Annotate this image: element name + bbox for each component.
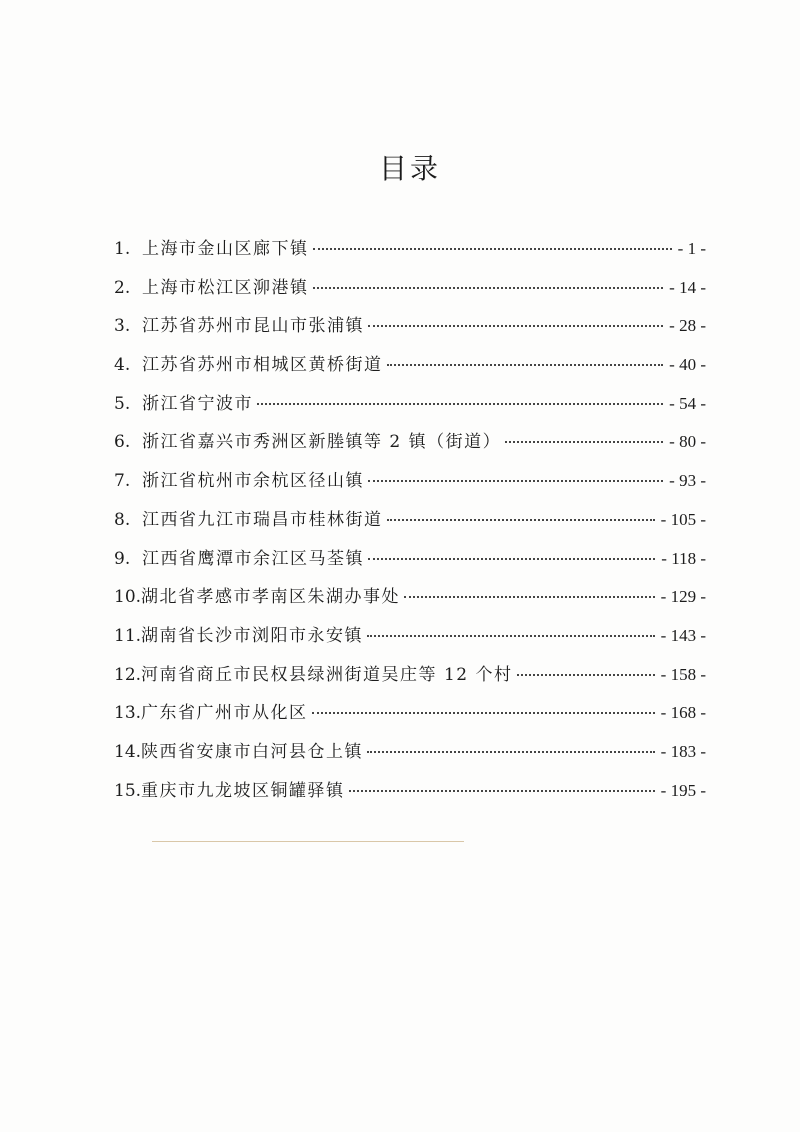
dot-leader [368,558,655,560]
entry-title: 重庆市九龙坡区铜罐驿镇 [141,780,345,801]
dot-leader [368,480,663,482]
toc-entry[interactable] [114,698,706,737]
entry-page-number: - 54 - [669,393,706,413]
entry-number: 10. [114,587,142,608]
toc-entry[interactable] [114,466,706,505]
entry-title: 陕西省安康市白河县仓上镇 [141,741,364,762]
entry-title: 江苏省苏州市昆山市张浦镇 [142,316,364,337]
entry-page-number: - 28 - [669,316,706,336]
entry-page-number: - 158 - [660,664,706,684]
entry-title: 浙江省嘉兴市秀洲区新塍镇等 2 镇（街道） [142,432,502,453]
dot-leader [404,596,655,598]
toc-entry[interactable] [114,505,706,544]
dot-leader [367,751,655,753]
toc-entry[interactable] [114,776,706,815]
dot-leader [313,248,672,250]
toc-entry[interactable] [114,737,706,776]
toc-entry[interactable] [114,273,706,312]
entry-page-number: - 168 - [660,703,706,723]
dot-leader [505,441,663,443]
entry-title: 上海市松江区泖港镇 [142,277,309,298]
dot-leader [349,790,655,792]
entry-number: 9. [114,548,131,569]
entry-number: 2. [114,277,131,298]
entry-page-number: - 80 - [669,432,706,452]
entry-number: 5. [114,393,131,414]
entry-number: 3. [114,316,131,337]
toc-entry[interactable] [114,621,706,660]
entry-title: 浙江省杭州市余杭区径山镇 [142,471,364,492]
entry-title: 河南省商丘市民权县绿洲街道吴庄等 12 个村 [141,664,513,685]
dot-leader [367,635,655,637]
entry-page-number: - 14 - [669,277,706,297]
entry-title: 江西省鹰潭市余江区马荃镇 [142,548,364,569]
entry-number: 8. [114,509,131,530]
entry-page-number: - 195 - [660,780,706,800]
entry-number: 7. [114,471,131,492]
entry-title: 上海市金山区廊下镇 [142,239,309,259]
entry-page-number: - 105 - [660,509,706,529]
toc-entry[interactable] [114,389,706,428]
table-of-contents [114,234,706,814]
dot-leader [257,403,663,405]
toc-entry[interactable] [114,582,706,621]
toc-entry[interactable] [114,544,706,583]
entry-page-number: - 93 - [669,471,706,491]
entry-page-number: - 1 - [677,239,706,258]
toc-entry[interactable] [114,427,706,466]
entry-number: 4. [114,355,131,376]
page-title: 目录 [378,152,441,185]
dot-leader [312,712,655,714]
dot-leader [387,519,655,521]
dot-leader [517,674,655,676]
toc-entry[interactable] [114,660,706,699]
entry-number: 12. [114,664,142,685]
entry-number: 1. [114,239,131,259]
toc-entry[interactable] [114,350,706,389]
entry-title: 湖南省长沙市浏阳市永安镇 [141,625,364,646]
toc-entry[interactable] [114,234,706,273]
entry-title: 浙江省宁波市 [142,393,253,414]
entry-number: 13. [114,703,142,724]
dot-leader [368,325,663,327]
entry-number: 14. [114,741,142,762]
entry-title: 江西省九江市瑞昌市桂林街道 [142,509,383,530]
toc-entry[interactable] [114,311,706,350]
entry-number: 6. [114,432,131,453]
dot-leader [387,364,664,366]
entry-page-number: - 143 - [660,625,706,645]
entry-page-number: - 40 - [669,355,706,375]
entry-page-number: - 183 - [660,741,706,761]
footer-divider [152,841,464,842]
entry-number: 11. [114,625,142,646]
entry-page-number: - 118 - [661,548,706,568]
entry-title: 湖北省孝感市孝南区朱湖办事处 [141,587,401,608]
entry-page-number: - 129 - [660,587,706,607]
dot-leader [313,287,664,289]
entry-title: 广东省广州市从化区 [141,703,308,724]
entry-title: 江苏省苏州市相城区黄桥街道 [142,355,383,376]
entry-number: 15. [114,780,142,801]
